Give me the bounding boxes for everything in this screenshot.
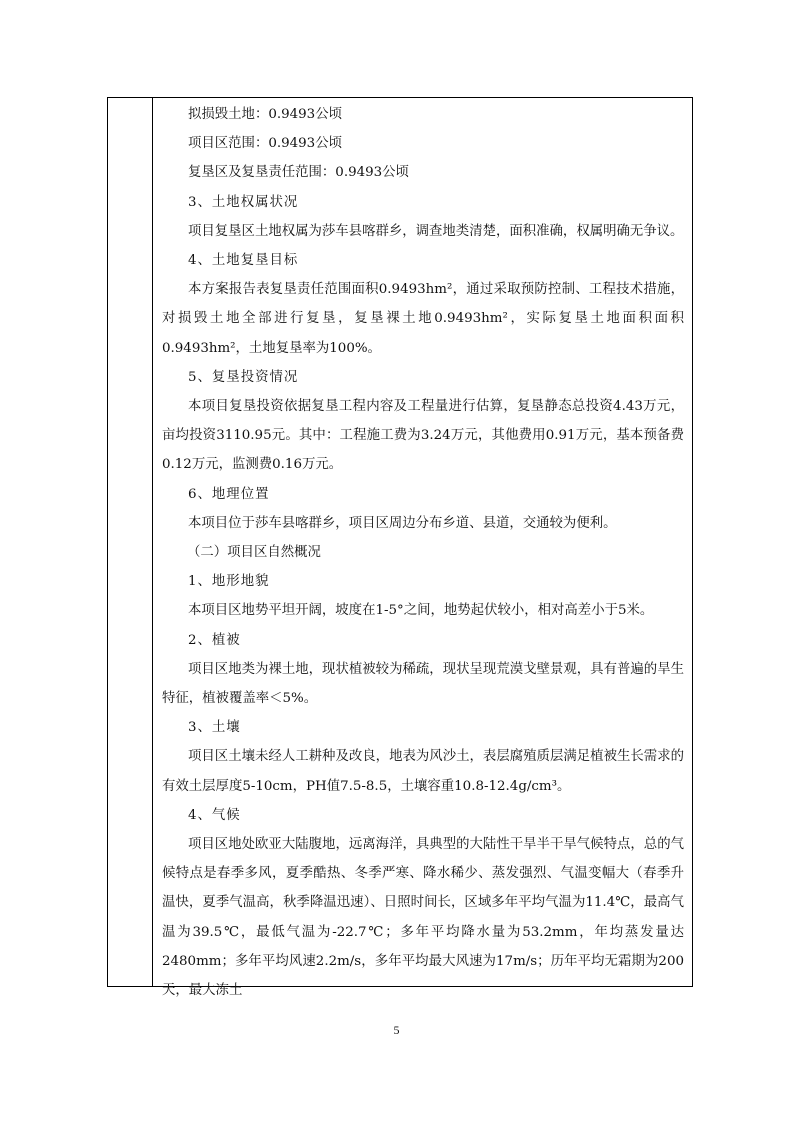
paragraph-vegetation: 项目区地类为裸土地，现状植被较为稀疏，现状呈现荒漠戈壁景观，具有普遍的旱生特征，植被覆盖率＜5%。 bbox=[162, 661, 684, 707]
paragraph-project-area: 项目区范围：0.9493公顷 bbox=[188, 136, 342, 152]
paragraph-terrain: 本项目区地势平坦开阔，坡度在1-5°之间，地势起伏较小，相对高差小于5米。 bbox=[188, 603, 654, 619]
heading-vegetation: 2、植被 bbox=[188, 632, 241, 648]
heading-location: 6、地理位置 bbox=[188, 486, 270, 502]
heading-soil: 3、土壤 bbox=[188, 720, 241, 736]
paragraph-investment: 本项目复垦投资依据复垦工程内容及工程量进行估算，复垦静态总投资4.43万元，亩均投资3110.95元。其中：工程施工费为3.24万元，其他费用0.91万元，基本预备费0.12万元，监测费0.16万元。 bbox=[162, 399, 684, 473]
page-number: 5 bbox=[393, 1023, 400, 1037]
heading-investment: 5、复垦投资情况 bbox=[188, 369, 299, 385]
heading-natural-overview: （二）项目区自然概况 bbox=[187, 545, 321, 561]
heading-reclamation-target: 4、土地复垦目标 bbox=[188, 253, 299, 269]
paragraph-location: 本项目位于莎车县喀群乡，项目区周边分布乡道、县道，交通较为便利。 bbox=[188, 515, 617, 531]
heading-climate: 4、气候 bbox=[188, 807, 241, 823]
paragraph-reclamation-target: 本方案报告表复垦责任范围面积0.9493hm²，通过采取预防控制、工程技术措施，对损毁土地全部进行复垦，复垦裸土地0.9493hm²，实际复垦土地面积面积0.9493hm²，土地复垦率为100%。 bbox=[162, 282, 684, 356]
paragraph-damaged-land: 拟损毁土地：0.9493公顷 bbox=[188, 107, 342, 122]
table-column-divider bbox=[152, 97, 153, 987]
paragraph-reclamation-scope: 复垦区及复垦责任范围：0.9493公顷 bbox=[188, 165, 409, 181]
heading-terrain: 1、地形地貌 bbox=[188, 574, 270, 590]
paragraph-climate: 项目区地处欧亚大陆腹地，远离海洋，具典型的大陆性干旱半干旱气候特点，总的气候特点是春季多风，夏季酷热、冬季严寒、降水稀少、蒸发强烈、气温变幅大（春季升温快，夏季气温高，秋季降温迅速）、日照时间长，区域多年平均气温为11.4℃，最高气温为39.5℃，最低气温为-22.7℃；多年平均降水量为53.2mm，年均蒸发量达2480mm；多年平均风速2.2m/s，多年平均最大风速为17m/s；历年平均无霜期为200天，最大冻土 bbox=[162, 837, 684, 999]
paragraph-land-ownership: 项目复垦区土地权属为莎车县喀群乡，调查地类清楚，面积准确，权属明确无争议。 bbox=[188, 223, 684, 239]
paragraph-soil: 项目区土壤未经人工耕种及改良，地表为风沙土，表层腐殖质层满足植被生长需求的有效土层厚度5-10cm，PH值7.5-8.5，土壤容重10.8-12.4g/cm³。 bbox=[162, 749, 684, 794]
heading-land-ownership: 3、土地权属状况 bbox=[188, 194, 299, 210]
table-content-cell bbox=[162, 100, 684, 1005]
